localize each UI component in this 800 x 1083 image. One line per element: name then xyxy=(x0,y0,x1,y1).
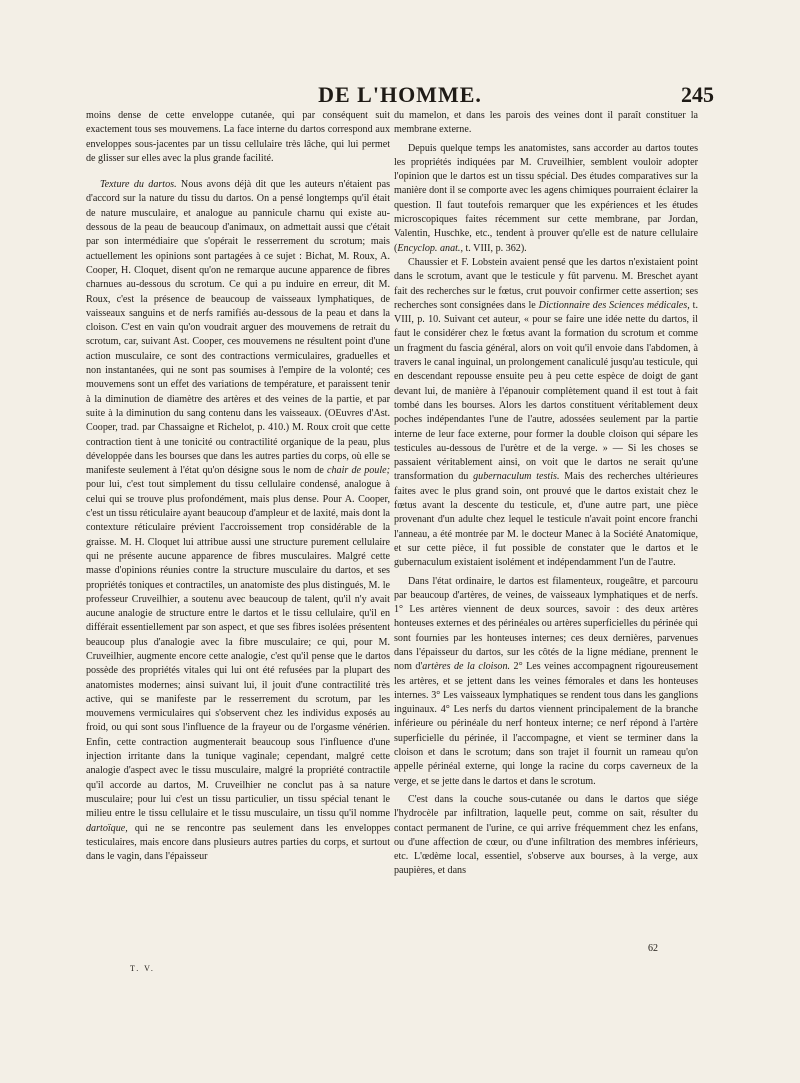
italic-term: chair de poule; xyxy=(327,465,390,477)
paragraph-text: 2° Les veines accompagnent rigoureusement les artères, et se jettent dans les veines fémorales et dans les honteuses internes. 3° Les vaisseaux lymphatiques se rendent tous dans les ganglions inguinaux. 4° Les nerfs du dartos viennent principalement de la branche inférieure ou périnéale du nerf honteux interne; ce nerf répond à l'artère superficielle du périnée, il l'accompagne, et vient se terminer dans la cloison et dans le scrotum; dans son trajet il fournit un rameau qu'on appelle périnéal externe, qui longe la racine du corps caverneux de la verge, et se jette dans le dartos et dans le scrotum. xyxy=(394,661,698,787)
paragraph-texture xyxy=(86,178,390,864)
section-heading: Texture du dartos. xyxy=(100,179,177,191)
italic-term: dartoïque, xyxy=(86,822,128,834)
signature-mark: T. V. xyxy=(130,964,155,973)
paragraph: moins dense de cette enveloppe cutanée, qui par conséquent suit exactement tous ses mouvemens. La face interne du dartos correspond aux enveloppes sous-jacentes par un tissu cellulaire très lâche, qui lui permet de glisser sur elles avec la plus grande facilité. xyxy=(86,110,390,164)
italic-term: gubernaculum testis. xyxy=(473,471,560,483)
paragraph: C'est dans la couche sous-cutanée ou dans le dartos que siége l'hydrocèle par infiltration, laquelle peut, comme on sait, résulter du contact permanent de l'urine, ce qui arrive fréquemment chez les enfans, ou d'une affection de cœur, ou d'une infiltration des membres inférieurs, etc. L'œdème local, essentiel, s'observe aux bourses, à la verge, aux paupières, et dans xyxy=(394,793,698,877)
sheet-number: 62 xyxy=(648,943,658,954)
italic-citation: Encyclop. anat., xyxy=(397,242,463,254)
running-head xyxy=(86,82,714,112)
italic-citation: Dictionnaire des Sciences médicales xyxy=(538,299,688,311)
paragraph xyxy=(394,575,698,789)
paragraph xyxy=(394,142,698,256)
paragraph xyxy=(394,256,698,571)
paragraph: du mamelon, et dans les parois des veines dont il paraît constituer la membrane externe. xyxy=(394,110,698,136)
right-column xyxy=(394,109,698,879)
paragraph-text: Dans l'état ordinaire, le dartos est filamenteux, rougeâtre, et parcouru par beaucoup d'artères, de veines, de vaisseaux lymphatiques et de nerfs. 1° Les artères viennent de deux sources, savoir : des deux artères honteuses externes et des périnéales ou artères superficielles du périnée qui sont fournies par les honteuses internes; ces deux dernières, parvenues dans l'épaisseur du dartos, sur les côtés de la ligne médiane, prennent le nom d' xyxy=(394,575,698,673)
paragraph-text: Nous avons déjà dit que les auteurs n'étaient pas d'accord sur la nature du tissu du dartos. On a pensé longtemps qu'il était de nature musculaire, et analogue au pannicule charnu qui existe au-dessous de la peau de beaucoup d'animaux, on admettait aussi que c'était par son intermédiaire que s'opérait le resserrement du scrotum; mais actuellement les opinions sont partagées à ce sujet : Bichat, M. Roux, A. Cooper, H. Cloquet, disent qu'on ne remarque aucune apparence de fibres charnues au-dessous du scrotum. Ce qui a pu induire en erreur, dit M. Roux, c'est la présence de beaucoup de vaisseaux lymphatiques, de vaisseaux sanguins et de nerfs ramifiés au-dessous de la peau et dans la cloison. C'est en vain qu'on voudrait arguer des mouvemens de retrait du scrotum, car, suivant Ast. Cooper, ces mouvemens ne résultent point d'une action musculaire, ce sont des contractions vermiculaires, graduelles et non instantanées, qui ne sont pas soumises à l'empire de la volonté; ces mouvemens sont un effet des variations de température, et paraissent tenir à la diminution de diamètre des artères et des veines de la partie, et par suite à la diminution du sang contenu dans les vaisseaux. (OEuvres d'Ast. Cooper, trad. par Chassaigne et Richelot, p. 410.) M. Roux croit que cette contraction tient à une tonicité ou contractilité organique de la peau, plus développée dans les bourses que dans les autres parties du corps, où elle se manifeste seulement à l'état qu'on désigne sous le nom de xyxy=(86,179,390,477)
paragraph-text: pour lui, c'est tout simplement du tissu cellulaire condensé, analogue à celui qui se trouve plus profondément, mais plus dense. Pour A. Cooper, c'est un tissu réticulaire ayant beaucoup d'ampleur et de laxité, mais dont la contexture réticulaire prévient l'accroissement trop considérable de la graisse. M. H. Cloquet lui attribue aussi une structure purement cellulaire qui ne présente aucune apparence de fibres musculaires. Malgré cette masse d'opinions réunies contre la structure musculaire du dartos, et ses propriétés toniques et contractiles, un anatomiste des plus distingués, M. le professeur Cruveilhier, a soutenu avec beaucoup de talent, qu'il n'y avait aucune analogie de structure entre le dartos et le tissu cellulaire, qu'il en différait essentiellement par son aspect, et que ses fibres isolées présentent beaucoup plus d'analogie avec la fibre musculaire; ce qui, pour M. Cruveilhier, augmente encore cette analogie, c'est qu'il pense que le dartos possède des propriétés vitales qui lui ont été refusées par la plupart des anatomistes modernes; ainsi suivant lui, il jouit d'une contractilité très active, qui se manifeste par le resserrement du scrotum, par les mouvemens vermiculaires qui s'observent chez les individus exposés au froid, ou qui sont sous l'influence de la frayeur ou de l'orgasme vénérien. Enfin, cette contraction augmenterait beaucoup sous l'influence d'une injection irritante dans la tunique vaginale; cependant, malgré cette analogie d'aspect avec le tissu musculaire, malgré la propriété contractile qu'il accorde au dartos, M. Cruveilhier ne conclut pas à sa nature musculaire; pour lui c'est un tissu particulier, un tissu spécial tenant le milieu entre le tissu cellulaire et le tissu musculaire, un tissu qu'il nomme xyxy=(86,479,390,820)
paragraph-text: Depuis quelque temps les anatomistes, sans accorder au dartos toutes les propriétés indiquées par M. Cruveilhier, semblent vouloir adopter l'opinion que le dartos est un tissu spécial. Des études comparatives sur la manière dont il se comporte avec les agens chimiques pourraient éclairer la question. Il faut toutefois remarquer que les expériences et les études microscopiques faites récemment sur cette membrane, par Jordan, Valentin, Huschke, etc., tendent à prouver qu'elle est de nature cellulaire ( xyxy=(394,142,698,254)
page-number: 245 xyxy=(681,82,714,107)
italic-term: artères de la cloison. xyxy=(422,661,511,673)
paragraph-text: t. VIII, p. 362). xyxy=(462,242,527,254)
paragraph-text: qui ne se rencontre pas seulement dans les enveloppes testiculaires, mais encore dans plusieurs autres parties du corps, et surtout dans le vagin, dans l'épaisseur xyxy=(86,822,390,863)
paragraph-text: Mais des recherches ultérieures faites avec le plus grand soin, ont prouvé que le dartos existait chez le fœtus avant la descente du testicule, et, d'une autre part, une pièce provenant d'un adulte chez lequel le testicule n'avait point encore franchi l'anneau, a été montrée par M. le docteur Manec à la Société Anatomique, et sur cette pièce, il fut possible de constater que le dartos et le gubernaculum existaient isolément et indépendamment l'un de l'autre. xyxy=(394,471,698,569)
paragraph-text: Chaussier et F. Lobstein avaient pensé que les dartos n'existaient point dans le scrotum, avant que le testicule y fût parvenu. M. Breschet ayant fait des recherches sur le fœtus, crut pouvoir confirmer cette assertion; ses recherches sont consignées dans le xyxy=(394,256,698,311)
left-column xyxy=(86,109,390,864)
running-title: DE L'HOMME. xyxy=(318,82,482,107)
paragraph-text: , t. VIII, p. 10. Suivant cet auteur, « pour se faire une idée nette du dartos, il faut le considérer chez le fœtus avant la formation du scrotum et comme un fragment du fascia général, alors on voit qu'il envoie dans l'abdomen, à travers le canal inguinal, un prolongement canaliculé jusqu'au testicule, qui en descendant repousse ensuite peu à peu cette espèce de doigt de gant devant lui, de manière à l'épanouir complètement quand il est tout à fait tombé dans les bourses. Alors les dartos constituent véritablement deux poches indépendantes l'une de l'autre, adossées seulement par la partie interne de leur face externe, pour former la double cloison qui sépare les testicules au-dessous de l'urètre et de la verge. » — Si les choses se passaient véritablement ainsi, on voit que le dartos ne serait qu'une transformation du xyxy=(394,299,698,483)
